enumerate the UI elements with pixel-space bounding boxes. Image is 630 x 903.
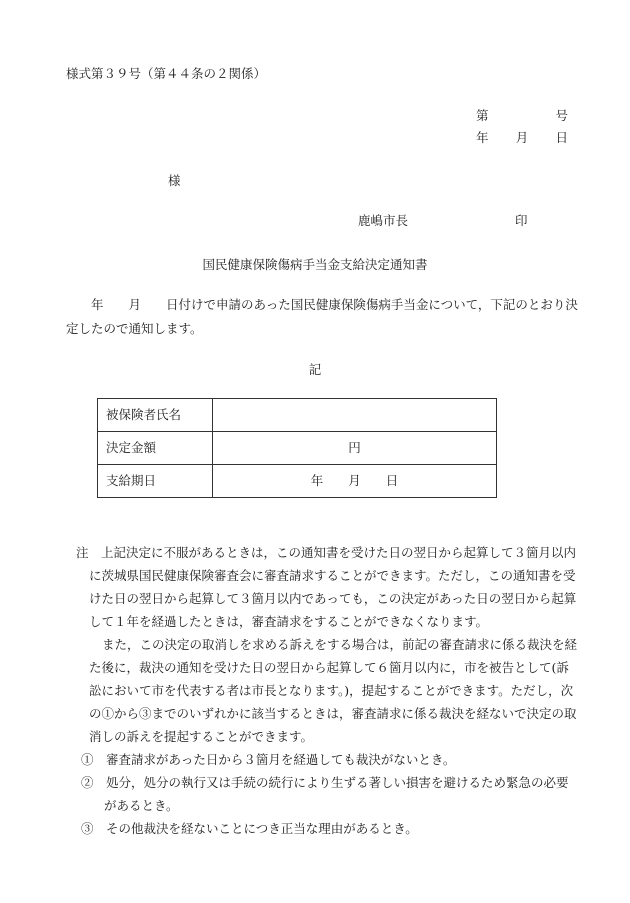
recipient-honorific: 様 bbox=[168, 173, 181, 188]
note-paragraph-1: 注 上記決定に不服があるときは，この通知書を受けた日の翌日から起算して３箇月以内に茨城県国民健康保険審査会に審査請求することができます。ただし，この通知書を受けた日の翌日から起算して３箇月以内であっても，この決定があった日の翌日から起算して１年を経過したときは，審査請求をすることができなくなります。 bbox=[76, 545, 577, 629]
table-row bbox=[98, 399, 497, 432]
form-id: 様式第３９号（第４４条の２関係） bbox=[66, 66, 267, 81]
info-table bbox=[97, 398, 497, 498]
doc-number-prefix: 第 bbox=[476, 108, 489, 123]
amount-value: 円 bbox=[213, 432, 497, 465]
insured-name-value bbox=[213, 399, 497, 432]
document-title: 国民健康保険傷病手当金支給決定通知書 bbox=[202, 257, 428, 272]
seal-mark: 印 bbox=[515, 213, 528, 228]
issuer-name: 鹿嶋市長 bbox=[358, 213, 409, 228]
doc-date-day: 日 bbox=[555, 130, 568, 145]
ki-heading: 記 bbox=[308, 362, 322, 377]
doc-date-year: 年 bbox=[476, 130, 489, 145]
insured-name-label: 被保険者氏名 bbox=[98, 399, 213, 432]
body-paragraph: 年 月 日付けで申請のあった国民健康保険傷病手当金について，下記のとおり決定したので通知します。 bbox=[66, 297, 578, 336]
amount-label: 決定金額 bbox=[98, 432, 213, 465]
payment-date-label: 支給期日 bbox=[98, 465, 213, 498]
table-row bbox=[98, 465, 497, 498]
doc-number-suffix: 号 bbox=[555, 108, 568, 123]
payment-date-value: 年 月 日 bbox=[213, 465, 497, 498]
document-number bbox=[476, 106, 568, 126]
note-item-3: ③ その他裁決を経ないことにつき正当な理由があるとき。 bbox=[81, 821, 418, 836]
note-paragraph-2: また，この決定の取消しを求める訴えをする場合は，前記の審査請求に係る裁決を経た後に，裁決の通知を受けた日の翌日から起算して６箇月以内に，市を被告として(訴訟において市を代表する者は市長となります。)，提起することができます。ただし，次の①から③までのいずれかに該当するときは，審査請求に係る裁決を経ないで決定の取消しの訴えを提起することができます。 bbox=[89, 637, 578, 744]
note-item-1: ① 審査請求があった日から３箇月を経過しても裁決がないとき。 bbox=[81, 752, 456, 767]
document-date bbox=[476, 128, 568, 148]
doc-date-month: 月 bbox=[515, 130, 529, 145]
note-section bbox=[66, 541, 578, 840]
table-row bbox=[98, 432, 497, 465]
note-item-2: ② 処分，処分の執行又は手続の続行により生ずる著しい損害を避けるため緊急の必要があるとき。 bbox=[81, 775, 569, 813]
